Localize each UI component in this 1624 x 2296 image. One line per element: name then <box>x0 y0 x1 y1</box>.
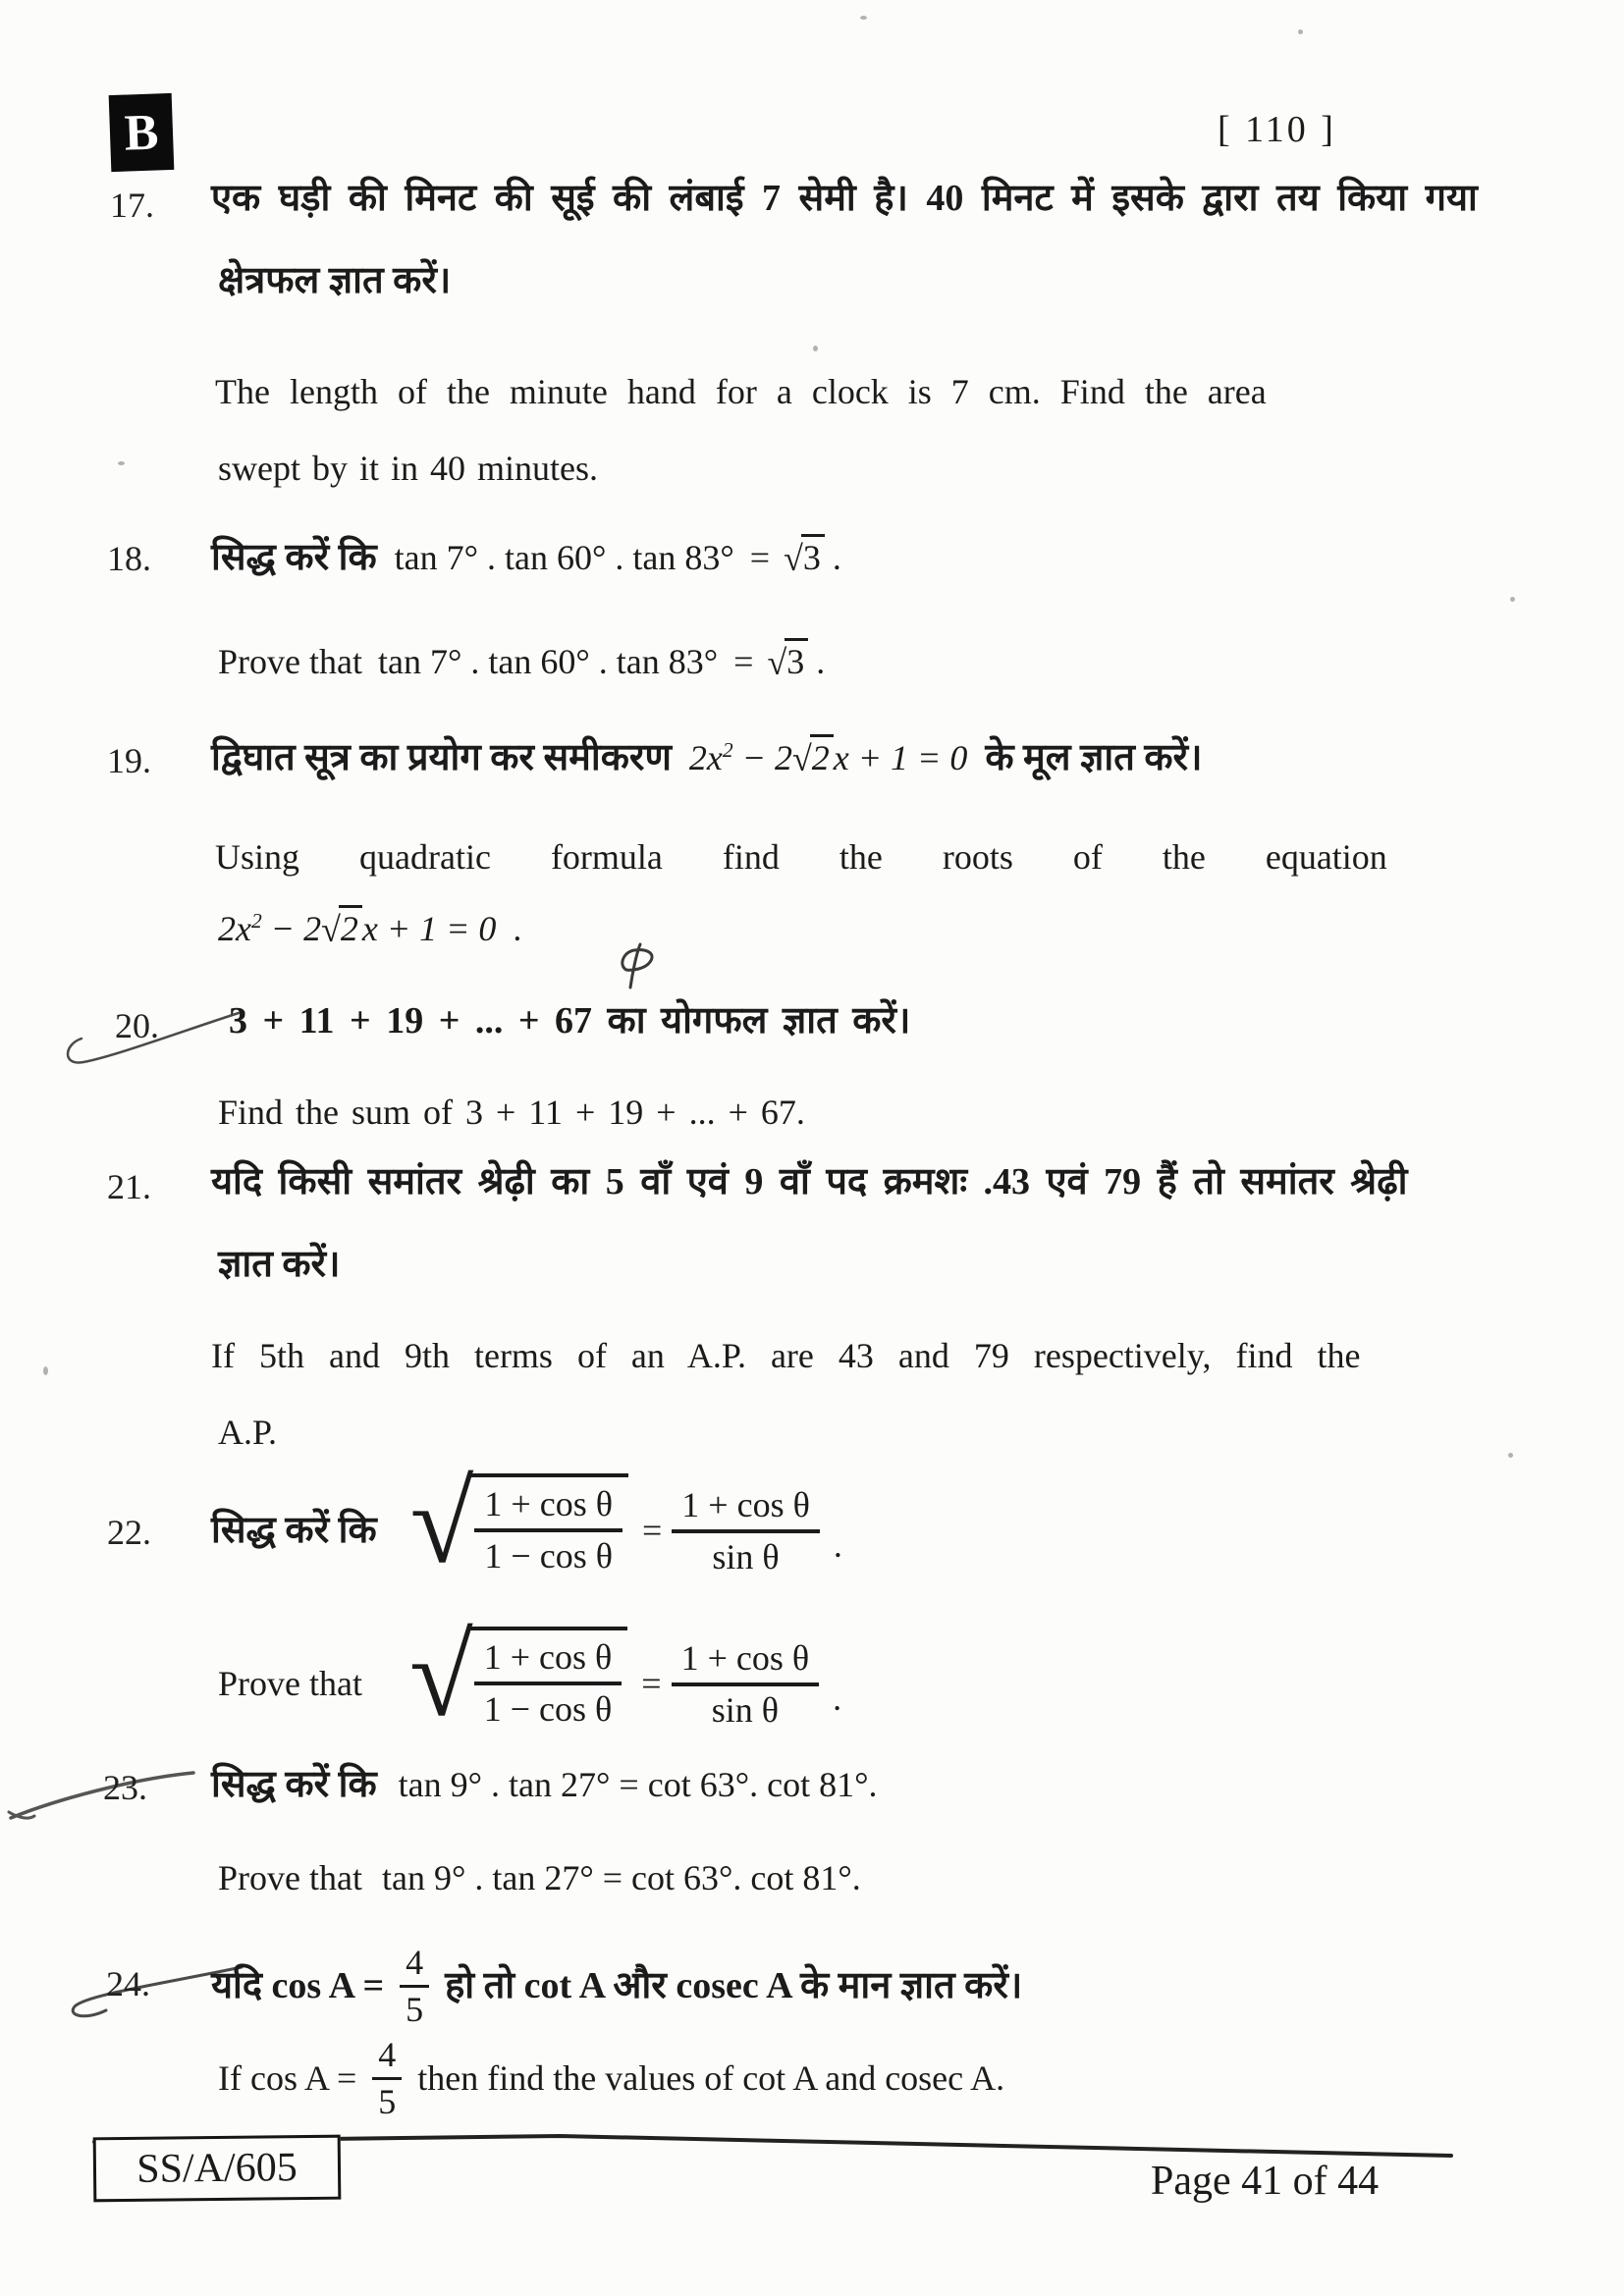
question-18-english-line <box>218 638 825 683</box>
equation-left: tan 7° . tan 60° . tan 83° <box>394 538 734 577</box>
question-24-hindi-pre: यदि cos A = <box>211 1965 385 2007</box>
equation-left: tan 7° . tan 60° . tan 83° <box>377 642 719 681</box>
question-20-english: Find the sum of 3 + 11 + 19 + ... + 67. <box>218 1093 805 1132</box>
fraction-4-5 <box>400 1944 429 2029</box>
fraction-denominator: sin θ <box>712 1536 780 1576</box>
equation-term: 2x <box>218 909 251 948</box>
exponent: 2 <box>250 909 262 933</box>
question-21-hindi-line1: यदि किसी समांतर श्रेढ़ी का 5 वाँ एवं 9 वाँ पद क्रमशः .43 एवं 79 हैं तो समांतर श्रेढ़ी <box>211 1161 1408 1202</box>
question-22-english-lead: Prove that <box>218 1664 362 1704</box>
radicand: 2 <box>810 734 834 779</box>
question-23-hindi-lead: सिद्ध करें कि <box>211 1764 377 1805</box>
question-24-hindi-line <box>211 1936 1022 2038</box>
equation-term: x + 1 = 0 <box>361 909 497 948</box>
question-19-equation-line <box>218 905 521 950</box>
fraction-numerator: 4 <box>372 2036 402 2080</box>
question-24-english-line <box>218 2028 1004 2130</box>
question-23-number: 23. <box>103 1768 147 1807</box>
question-22-number: 22. <box>107 1513 151 1552</box>
page-ref: [ 110 ] <box>1218 109 1336 150</box>
radical-sign: √ <box>792 739 812 778</box>
question-18-hindi-line <box>211 534 841 581</box>
radical-sign: √ <box>321 910 341 949</box>
scan-speck <box>813 346 818 351</box>
equation: tan 9° . tan 27° = cot 63°. cot 81°. <box>398 1765 878 1804</box>
question-23-hindi-line <box>211 1763 877 1808</box>
fraction-numerator: 4 <box>400 1944 429 1988</box>
question-17-hindi-line2: क्षेत्रफल ज्ञात करें। <box>218 260 452 301</box>
fraction-numerator: 1 + cos θ <box>672 1639 820 1686</box>
radical-sign: √ <box>409 1459 474 1587</box>
question-24-english-post: then find the values of cot A and cosec A. <box>417 2058 1005 2099</box>
quadratic-equation <box>689 734 967 779</box>
fraction <box>672 1486 820 1576</box>
fraction <box>672 1639 820 1730</box>
equation-term: − 2 <box>270 909 322 948</box>
pen-phi-mark <box>617 940 662 991</box>
fraction-numerator: 1 + cos θ <box>672 1486 820 1533</box>
question-19-number: 19. <box>107 741 151 780</box>
trailing-period: . <box>832 538 841 577</box>
question-22-hindi-line <box>211 1459 842 1596</box>
equation-term: 2x <box>688 738 723 777</box>
radicand: 2 <box>339 905 362 950</box>
equals-sign: = <box>641 1511 663 1551</box>
question-17-english-line1: The length of the minute hand for a clock is 7 cm. Find the area <box>215 372 1267 411</box>
question-23-english-lead: Prove that <box>218 1858 362 1897</box>
page-number-info: Page 41 of 44 <box>1151 2159 1380 2204</box>
equation: tan 9° . tan 27° = cot 63°. cot 81°. <box>381 1858 861 1897</box>
question-18-number: 18. <box>107 539 151 578</box>
radical-sign: √ <box>784 539 803 578</box>
question-21-number: 21. <box>107 1167 151 1206</box>
question-17-english-line2: swept by it in 40 minutes. <box>218 449 598 488</box>
sqrt-3-expression <box>784 534 825 579</box>
equation-term: − 2 <box>741 738 792 777</box>
trailing-period: . <box>833 1678 842 1718</box>
paper-code: SS/A/605 <box>136 2145 298 2192</box>
scan-speck <box>1508 1453 1513 1458</box>
question-20-number: 20. <box>115 1006 159 1045</box>
question-24-english-pre: If cos A = <box>218 2058 357 2099</box>
question-18-hindi-lead: सिद्ध करें कि <box>211 537 377 578</box>
equals-sign: = <box>641 1664 662 1704</box>
exponent: 2 <box>722 738 733 762</box>
radical-fraction <box>408 1612 627 1742</box>
question-23-english-line <box>218 1857 861 1899</box>
section-b-label: B <box>123 103 160 162</box>
fraction-denominator: sin θ <box>711 1689 780 1730</box>
section-b-badge <box>109 93 175 172</box>
fraction-denominator: 5 <box>406 1990 424 2029</box>
question-19-english-line1: Using quadratic formula find the roots of the equation <box>215 837 1387 877</box>
radicand: 3 <box>785 638 808 683</box>
radical-fraction <box>409 1459 628 1589</box>
question-19-hindi-line <box>211 734 1203 781</box>
scan-speck <box>118 461 125 465</box>
trailing-period: . <box>513 909 522 948</box>
fraction-numerator: 1 + cos θ <box>474 1485 623 1532</box>
radical-sign: √ <box>408 1612 473 1740</box>
fraction-denominator: 5 <box>378 2082 397 2121</box>
scan-speck <box>860 16 867 20</box>
radical-sign: √ <box>767 643 787 682</box>
fraction-denominator: 1 − cos θ <box>484 1535 613 1575</box>
trailing-period: . <box>816 642 826 681</box>
question-24-hindi-post: हो तो cot A और cosec A के मान ज्ञात करें। <box>445 1965 1023 2007</box>
fraction-4-5 <box>372 2036 402 2121</box>
equals-sign: = <box>749 538 771 577</box>
radicand: 3 <box>801 534 825 579</box>
fraction <box>474 1638 623 1729</box>
question-21-english-line2: A.P. <box>218 1413 278 1452</box>
equals-sign: = <box>733 642 754 681</box>
question-22-english-line <box>218 1612 842 1749</box>
sqrt-3-expression <box>767 638 808 683</box>
question-17-hindi-line1: एक घड़ी की मिनट की सूई की लंबाई 7 सेमी है। 40 मिनट में इसके द्वारा तय किया गया <box>211 178 1478 219</box>
question-18-english-lead: Prove that <box>218 642 362 681</box>
question-19-hindi-tail: के मूल ज्ञात करें। <box>985 737 1203 778</box>
fraction <box>474 1485 623 1575</box>
question-22-hindi-lead: सिद्ध करें कि <box>211 1510 377 1552</box>
scan-speck <box>1510 597 1515 602</box>
quadratic-equation <box>218 905 521 950</box>
scan-speck <box>1298 29 1303 34</box>
scan-speck <box>43 1366 48 1375</box>
question-20-hindi: 3 + 11 + 19 + ... + 67 का योगफल ज्ञात करें। <box>229 1000 911 1041</box>
trailing-period: . <box>833 1524 842 1565</box>
question-21-hindi-line2: ज्ञात करें। <box>218 1244 341 1285</box>
question-21-english-line1: If 5th and 9th terms of an A.P. are 43 and 79 respectively, find the <box>211 1336 1361 1375</box>
fraction-numerator: 1 + cos θ <box>474 1638 623 1685</box>
equation-term: x + 1 = 0 <box>833 738 968 777</box>
question-24-number: 24. <box>106 1964 150 2003</box>
question-19-hindi-lead: द्विघात सूत्र का प्रयोग कर समीकरण <box>211 737 672 778</box>
fraction-denominator: 1 − cos θ <box>483 1688 613 1729</box>
question-17-number: 17. <box>110 186 154 225</box>
paper-code-box <box>93 2135 342 2203</box>
